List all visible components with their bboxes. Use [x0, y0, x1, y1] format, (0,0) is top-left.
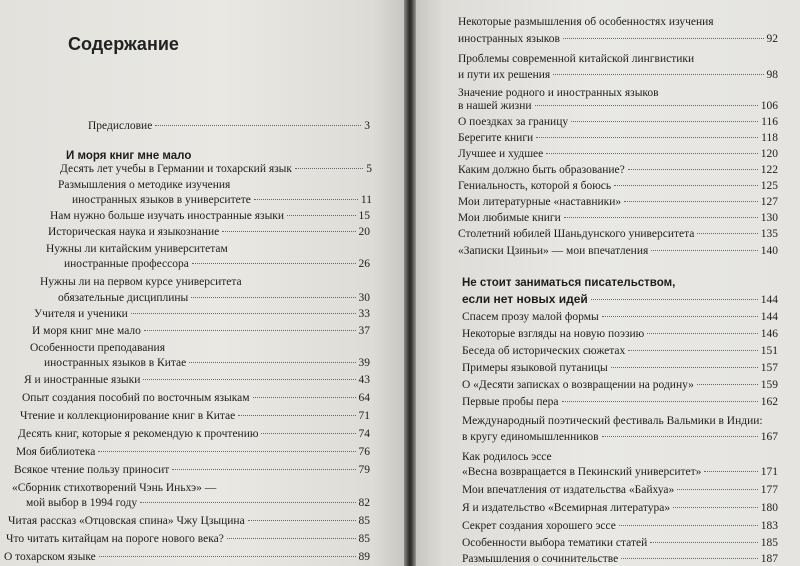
toc-entry: Предисловие 3 — [88, 120, 370, 132]
toc-entry: и пути их решения 98 — [458, 69, 778, 81]
toc-entry: «Записки Цзиньи» — мои впечатления 140 — [458, 245, 778, 257]
toc-entry: в кругу единомышленников 167 — [462, 431, 778, 443]
toc-entry: Чтение и коллекционирование книг в Китае 71 — [20, 410, 370, 422]
toc-entry-line1: Размышления о методике изучения — [58, 179, 231, 191]
section-heading: Не стоит заниматься писательством, — [462, 277, 676, 289]
toc-entry: Историческая наука и языкознание 20 — [48, 226, 370, 238]
toc-entry: Первые пробы пера 162 — [462, 396, 778, 408]
toc-entry: мой выбор в 1994 году 82 — [26, 497, 370, 509]
toc-entry: «Весна возвращается в Пекинский университет» 171 — [462, 466, 778, 478]
toc-entry: Нам нужно больше изучать иностранные языки 15 — [50, 210, 370, 222]
toc-entry: Каким должно быть образование? 122 — [458, 164, 778, 176]
toc-entry: Всякое чтение пользу приносит 79 — [14, 464, 370, 476]
toc-entry: Спасем прозу малой формы 144 — [462, 311, 778, 323]
toc-entry: Лучшее и худшее 120 — [458, 148, 778, 160]
toc-entry: обязательные дисциплины 30 — [58, 292, 370, 304]
toc-entry: Я и иностранные языки 43 — [24, 374, 370, 386]
toc-entry: иностранных языков в Китае 39 — [44, 357, 370, 369]
toc-entry: Читая рассказ «Отцовская спина» Чжу Цзыцина 85 — [8, 515, 370, 527]
book-spine — [404, 0, 416, 566]
toc-entry: О тохарском языке 89 — [4, 551, 370, 563]
toc-entry: Моя библиотека 76 — [16, 446, 370, 458]
toc-entry: Размышления о сочинительстве 187 — [462, 553, 778, 565]
toc-entry: в нашей жизни 106 — [458, 100, 778, 112]
toc-entry-line1: Нужны ли на первом курсе университета — [40, 276, 242, 288]
toc-entry-line1: Как родилось эссе — [462, 451, 552, 463]
toc-entry: Особенности выбора тематики статей 185 — [462, 537, 778, 549]
toc-entry: Столетний юбилей Шаньдунского университета 135 — [458, 228, 778, 240]
toc-entry-line1: Международный поэтический фестиваль Вальмики в Индии: — [462, 415, 763, 427]
toc-entry: Беседа об исторических сюжетах 151 — [462, 345, 778, 357]
toc-entry: иностранных языков в университете 11 — [72, 194, 372, 206]
toc-entry: Десять лет учебы в Германии и тохарский язык 5 — [60, 163, 372, 175]
toc-entry-line1: Проблемы современной китайской лингвистики — [458, 53, 695, 65]
right-page — [416, 0, 800, 566]
toc-entry: Учителя и ученики 33 — [34, 308, 370, 320]
toc-entry: Мои впечатления от издательства «Байхуа» 177 — [462, 484, 778, 496]
toc-entry: Что читать китайцам на пороге нового века? 85 — [6, 533, 370, 545]
toc-entry: Некоторые взгляды на новую поэзию 146 — [462, 328, 778, 340]
toc-entry: Опыт создания пособий по восточным языкам 64 — [22, 392, 370, 404]
toc-entry: Берегите книги 118 — [458, 132, 778, 144]
toc-entry: Десять книг, которые я рекомендую к прочтению 74 — [18, 428, 370, 440]
toc-entry: иностранные профессора 26 — [64, 258, 370, 270]
toc-entry: Секрет создания хорошего эссе 183 — [462, 520, 778, 532]
toc-entry: Мои любимые книги 130 — [458, 212, 778, 224]
toc-entry: Гениальность, которой я боюсь 125 — [458, 180, 778, 192]
toc-entry: Примеры языковой путаницы 157 — [462, 362, 778, 374]
toc-entry-line1: Значение родного и иностранных языков — [458, 87, 659, 99]
toc-entry-line1: Особенности преподавания — [30, 342, 165, 354]
toc-entry-line1: Нужны ли китайским университетам — [46, 243, 228, 255]
toc-entry-line1: Некоторые размышления об особенностях изучения — [458, 16, 714, 28]
toc-entry: О «Десяти записках о возвращении на родину» 159 — [462, 379, 778, 391]
toc-entry: Мои литературные «наставники» 127 — [458, 196, 778, 208]
page-title: Содержание — [68, 34, 179, 54]
toc-entry: О поездках за границу 116 — [458, 116, 778, 128]
toc-entry: иностранных языков 92 — [458, 33, 778, 45]
toc-entry-line1: «Сборник стихотворений Чэнь Иньхэ» — — [12, 482, 217, 494]
section-heading: И моря книг мне мало — [66, 150, 192, 162]
toc-entry: Я и издательство «Всемирная литература» 180 — [462, 502, 778, 514]
toc-entry: И моря книг мне мало 37 — [32, 325, 370, 337]
section-heading-entry: если нет новых идей 144 — [462, 292, 778, 306]
